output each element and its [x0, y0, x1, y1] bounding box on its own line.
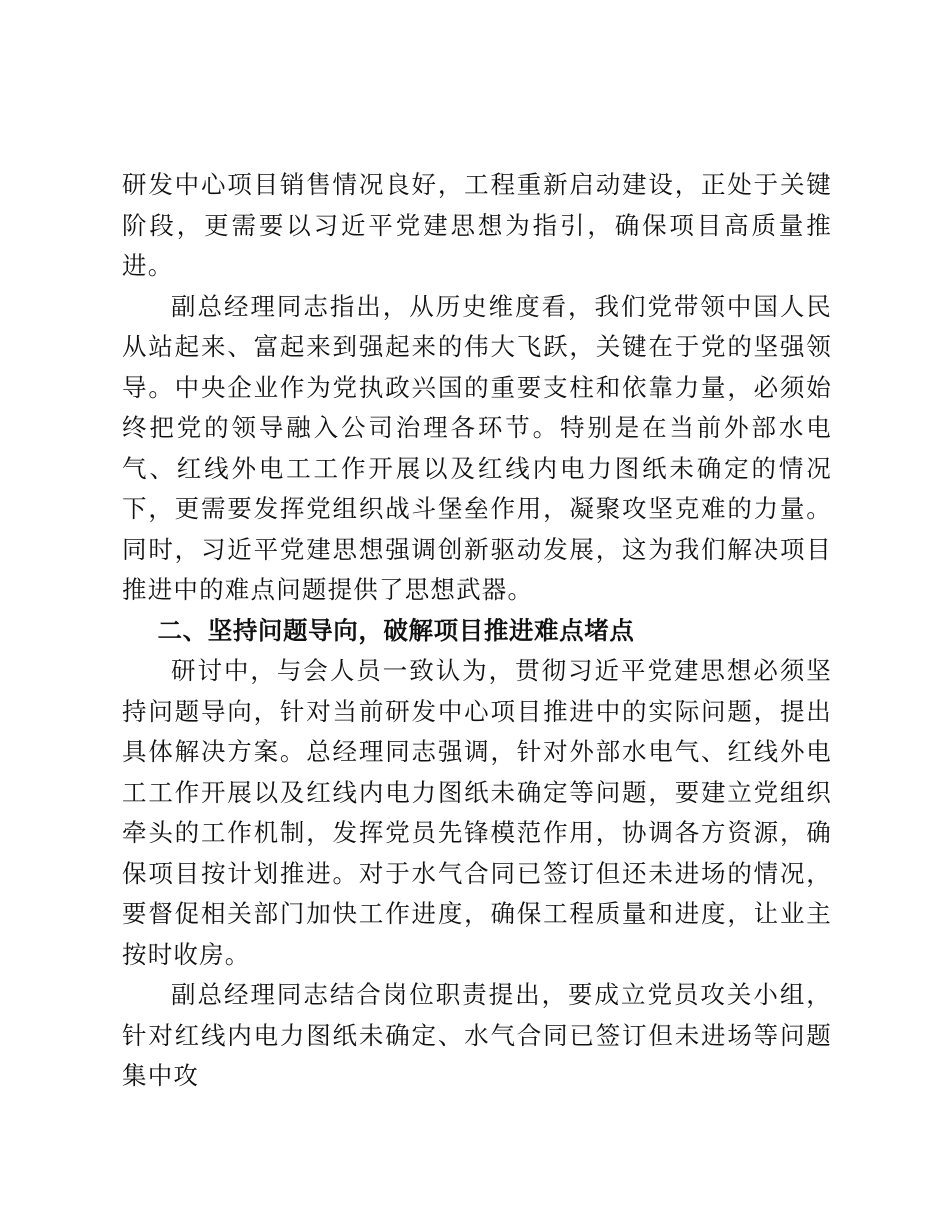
paragraph-discussion-problem-oriented: 研讨中，与会人员一致认为，贯彻习近平党建思想必须坚持问题导向，针对当前研发中心项目推进中的实际问题，提出具体解决方案。总经理同志强调，针对外部水电气、红线外电工工作开展以及红线内电力图纸未确定等问题，要建立党组织牵头的工作机制，发挥党员先锋模范作用，协调各方资源，确保项目按计划推进。对于水气合同已签订但还未进场的情况，要督促相关部门加快工作进度，确保工程质量和进度，让业主按时收房。 — [122, 656, 832, 969]
paragraph-deputy-gm-history: 副总经理同志指出，从历史维度看，我们党带领中国人民从站起来、富起来到强起来的伟大飞跃，关键在于党的坚强领导。中央企业作为党执政兴国的重要支柱和依靠力量，必须始终把党的领导融入公司治理各环节。特别是在当前外部水电气、红线外电工工作开展以及红线内电力图纸未确定的情况下，更需要发挥党组织战斗堡垒作用，凝聚攻坚克难的力量。同时，习近平党建思想强调创新驱动发展，这为我们解决项目推进中的难点问题提供了思想武器。 — [122, 291, 832, 604]
paragraph-continuation: 研发中心项目销售情况良好，工程重新启动建设，正处于关键阶段，更需要以习近平党建思想为指引，确保项目高质量推进。 — [122, 170, 832, 280]
paragraph-deputy-gm-task-force: 副总经理同志结合岗位职责提出，要成立党员攻关小组，针对红线内电力图纸未确定、水气合同已签订但未进场等问题集中攻 — [122, 980, 832, 1090]
document-body — [122, 165, 832, 1097]
section-heading-2: 二、坚持问题导向，破解项目推进难点堵点 — [157, 615, 635, 645]
